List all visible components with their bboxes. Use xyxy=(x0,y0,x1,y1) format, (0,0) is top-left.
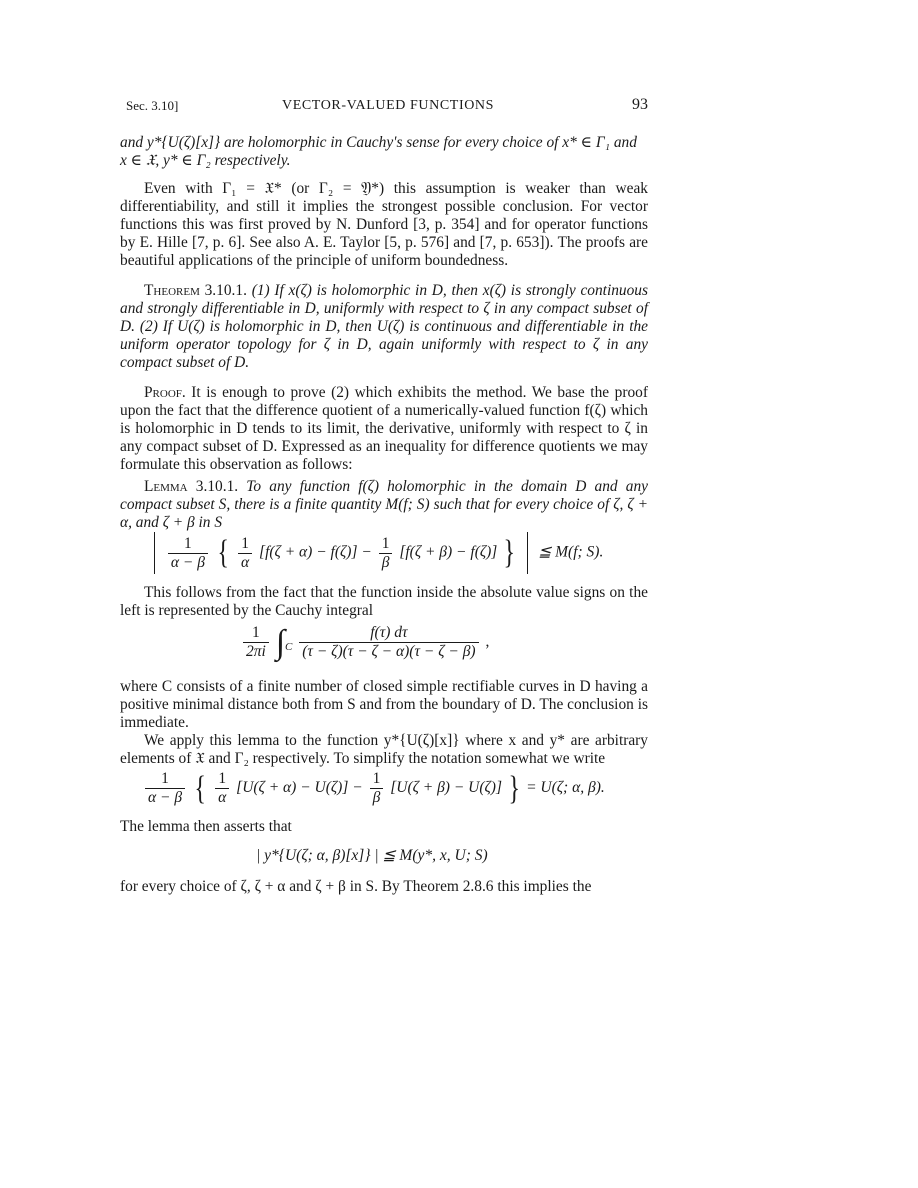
trailing-comma: , xyxy=(485,633,490,651)
integral-sign: ∫ xyxy=(275,623,286,661)
running-header xyxy=(122,96,650,118)
text-line: x ∈ 𝔛, y* ∈ Γ₂ respectively. xyxy=(120,152,291,169)
theorem-statement: (1) If x(ζ) is holomorphic in D, then x(ζ) is strongly continuous and strongly differentiable in D, uniformly with respect to ζ in any compact subset of D. (2) If U(ζ) is holomorphic in D, then U(ζ) is continuous and differentiable in the uniform operator topology for ζ in D, again uniformly with respect to ζ in any compact subset of D. xyxy=(120,282,648,371)
fraction xyxy=(370,770,384,807)
left-brace: { xyxy=(194,769,206,807)
paragraph-continuation xyxy=(120,134,648,170)
left-brace: { xyxy=(217,534,229,571)
expression: [U(ζ + α) − U(ζ)] − xyxy=(236,779,363,797)
abs-bar-right xyxy=(527,532,528,574)
rhs: = U(ζ; α, β). xyxy=(526,779,605,797)
numerator: f(τ) dτ xyxy=(299,624,478,643)
theorem-label: Theorem xyxy=(144,282,200,299)
fraction xyxy=(238,535,252,572)
numerator: 1 xyxy=(243,624,269,643)
denominator: (τ − ζ)(τ − ζ − α)(τ − ζ − β) xyxy=(302,643,476,660)
denominator: α xyxy=(241,553,250,571)
theorem-number: 3.10.1. xyxy=(199,282,252,299)
expression: [f(ζ + α) − f(ζ)] − xyxy=(259,543,372,561)
lemma-number: 3.10.1. xyxy=(187,478,247,495)
abs-bar-left xyxy=(154,532,155,574)
paragraph-remark: Even with Γ₁ = 𝔛* (or Γ₂ = 𝔜*) this assumption is weaker than weak differentiability, and still it implies the strongest possible conclusion. For vector functions this was first proved by N. Dunford [3, p. 354] and for operator functions by E. Hille [7, p. 6]. See also A. E. Taylor [5, p. 576] and [7, p. 653]). The proofs are beautiful applications of the principle of uniform boundedness. xyxy=(120,180,648,269)
right-brace: } xyxy=(503,534,516,571)
section-label: Sec. 3.10] xyxy=(126,98,179,113)
proof-label: Proof. xyxy=(144,384,186,401)
text-line: and y*{U(ζ)[x]} are holomorphic in Cauchy's sense for every choice of x* ∈ Γ₁ and xyxy=(120,134,637,151)
page-number: 93 xyxy=(632,96,648,113)
numerator: 1 xyxy=(238,535,252,554)
lemma-statement: To any function f(ζ) holomorphic in the domain D and any compact subset S, there is a finite quantity M(f; S) such that for every choice of ζ, ζ + α, and ζ + β in S xyxy=(120,478,648,531)
paragraph-lemma-asserts: The lemma then asserts that xyxy=(120,818,292,835)
fraction xyxy=(215,770,229,807)
lemma-block xyxy=(120,478,648,532)
numerator: 1 xyxy=(145,770,185,789)
fraction xyxy=(145,770,185,807)
integral-contour: C xyxy=(285,641,293,654)
denominator: α − β xyxy=(170,553,205,571)
chapter-title: VECTOR-VALUED FUNCTIONS xyxy=(282,98,495,113)
denominator: 2πi xyxy=(246,643,266,660)
paragraph-final: for every choice of ζ, ζ + α and ζ + β in S. By Theorem 2.8.6 this implies the xyxy=(120,878,592,895)
denominator: α − β xyxy=(148,789,183,806)
denominator: β xyxy=(381,553,390,571)
equation-cauchy-integral xyxy=(240,624,489,661)
fraction xyxy=(299,624,478,661)
proof-text: It is enough to prove (2) which exhibits the method. We base the proof upon the fact that the difference quotient of a numerically-valued function f(ζ) which is holomorphic in D tends to its limit, the derivative, uniformly with respect to ζ in any compact subset of D. Expressed as an inequality for difference quotients we may formulate this observation as follows: xyxy=(120,384,648,473)
lemma-label: Lemma xyxy=(144,478,188,495)
denominator: β xyxy=(372,789,381,806)
denominator: α xyxy=(218,789,227,806)
equation-definition xyxy=(142,770,605,807)
expression: [f(ζ + β) − f(ζ)] xyxy=(399,543,498,561)
paragraph-apply: We apply this lemma to the function y*{U(ζ)[x]} where x and y* are arbitrary elements of 𝔛 and Γ₂ respectively. To simplify the notation somewhat we write xyxy=(120,732,648,767)
equation-bound: | y*{U(ζ; α, β)[x]} | ≦ M(y*, x, U; S) xyxy=(256,847,488,864)
theorem-block xyxy=(120,282,648,372)
expression: [U(ζ + β) − U(ζ)] xyxy=(390,779,503,797)
paragraph-contour: where C consists of a finite number of closed simple rectifiable curves in D having a positive minimal distance both from S and from the boundary of D. The conclusion is immediate. xyxy=(120,678,648,731)
right-brace: } xyxy=(508,769,520,807)
fraction xyxy=(168,535,208,572)
proof-block xyxy=(120,384,648,474)
numerator: 1 xyxy=(215,770,229,789)
rhs: ≦ M(f; S). xyxy=(538,543,604,561)
numerator: 1 xyxy=(168,535,208,554)
fraction xyxy=(243,624,269,661)
paragraph-cauchy: This follows from the fact that the function inside the absolute value signs on the left is represented by the Cauchy integral xyxy=(120,584,648,619)
fraction xyxy=(379,535,393,572)
equation-lemma-inequality xyxy=(148,532,603,574)
numerator: 1 xyxy=(370,770,384,789)
numerator: 1 xyxy=(379,535,393,554)
